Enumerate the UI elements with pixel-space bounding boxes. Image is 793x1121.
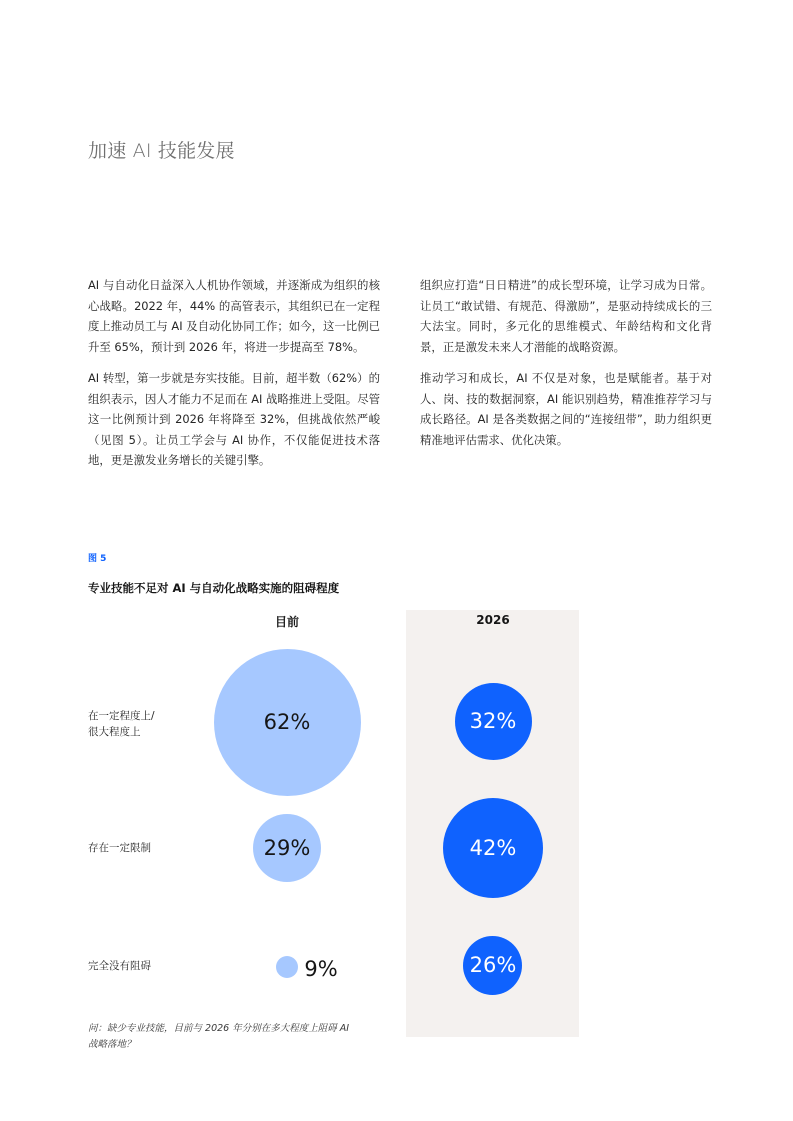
paragraph: 组织应打造“日日精进”的成长型环境，让学习成为日常。让员工“敢试错、有规范、得激励”，是驱动持续成长的三大法宝。同时，多元化的思维模式、年龄结构和文化背景，正是激发未来人才潜能的战略资源。: [420, 278, 712, 354]
survey-question: 问：缺少专业技能，目前与 2026 年分别在多大程度上阻碍 AI 战略落地？: [88, 1023, 350, 1050]
paragraph: AI 转型，第一步就是夯实技能。目前，超半数（62%）的组织表示，因人才能力不足而在 AI 战略推进上受阻。尽管这一比例预计到 2026 年将降至 32%，但挑战依然严峻（见图 5）。让员工学会与 AI 协作，不仅能促进技术落地，更是激发业务增长的关键引擎。: [88, 371, 380, 467]
value-current-no-obstacle: 9%: [304, 957, 338, 981]
row-label-text: 在一定程度上/ 很大程度上: [88, 710, 155, 738]
value-2026-large-extent: 32%: [469, 709, 517, 733]
body-column-left: [88, 275, 380, 482]
row-label-some-limit: [88, 840, 151, 856]
row-label-text: 存在一定限制: [88, 842, 151, 854]
value-current-large-extent: 62%: [263, 710, 311, 734]
paragraph: 推动学习和成长，AI 不仅是对象，也是赋能者。基于对人、岗、技的数据洞察，AI 能识别趋势，精准推荐学习与成长路径。AI 是各类数据之间的“连接纽带”，助力组织更精准地评估需求、优化决策。: [420, 371, 712, 447]
row-label-no-obstacle: [88, 958, 151, 974]
figure-label: 图 5: [88, 554, 107, 564]
paragraph: AI 与自动化日益深入人机协作领域，并逐渐成为组织的核心战略。2022 年，44% 的高管表示，其组织已在一定程度上推动员工与 AI 及自动化协同工作；如今，这一比例已升至 65%，预计到 2026 年，将进一步提高至 78%。: [88, 278, 380, 354]
value-2026-no-obstacle: 26%: [469, 953, 517, 977]
column-header-2026: 2026: [476, 613, 510, 627]
value-2026-some-limit: 42%: [469, 836, 517, 860]
column-header-current: 目前: [274, 615, 299, 629]
section-title: 加速 AI 技能发展: [88, 140, 235, 162]
row-label-large-extent: [88, 708, 155, 740]
figure-title: 专业技能不足对 AI 与自动化战略实施的阻碍程度: [88, 581, 340, 595]
body-column-right: [420, 275, 712, 461]
value-current-some-limit: 29%: [263, 836, 311, 860]
row-label-text: 完全没有阻碍: [88, 960, 151, 972]
